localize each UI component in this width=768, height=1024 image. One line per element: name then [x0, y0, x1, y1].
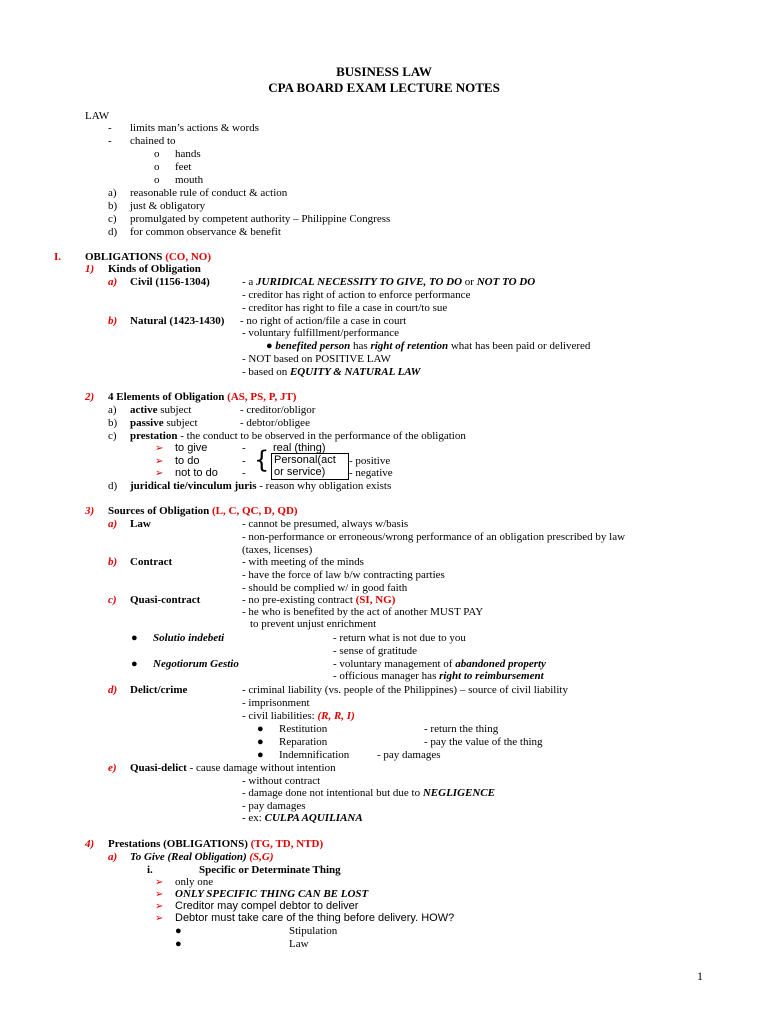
- source-point: - should be complied w/ in good faith: [242, 582, 408, 594]
- natural-point: - no right of action/file a case in court: [240, 315, 407, 327]
- natural-point: ● benefited person has right of retention what has been paid or delivered: [266, 340, 591, 352]
- subsection-number: 4): [85, 838, 95, 850]
- list-marker: b): [108, 417, 118, 429]
- section-number: I.: [54, 251, 62, 263]
- law-subitem: hands: [175, 148, 201, 160]
- list-marker: c): [108, 213, 117, 225]
- list-marker: a): [108, 518, 118, 530]
- source-point: - without contract: [242, 775, 321, 787]
- dot-bullet: ●: [257, 736, 264, 748]
- law-item: limits man’s actions & words: [130, 122, 259, 134]
- source-point: - ex: CULPA AQUILIANA: [242, 812, 363, 824]
- element-juridical-tie: juridical tie/vinculum juris - reason why obligation exists: [130, 480, 392, 492]
- law-point: promulgated by competent authority – Philippine Congress: [130, 213, 391, 225]
- quasi-contract-point: - voluntary management of abandoned property: [333, 658, 546, 670]
- dot-bullet: ●: [175, 925, 182, 937]
- prestation-character: - positive: [349, 455, 391, 467]
- subsection-number: 1): [85, 263, 95, 275]
- law-item: chained to: [130, 135, 176, 147]
- civil-point: - creditor has right of action to enforce performance: [242, 289, 471, 301]
- section-heading: OBLIGATIONS (CO, NO): [85, 251, 212, 263]
- list-marker: b): [108, 315, 118, 327]
- quasi-contract-kind: Negotiorum Gestio: [153, 658, 239, 670]
- prestation-type: to give: [175, 442, 208, 454]
- law-subitem: feet: [175, 161, 192, 173]
- source-label: Delict/crime: [130, 684, 188, 696]
- civil-liability: Reparation: [279, 736, 328, 748]
- dash-marker: -: [108, 122, 112, 134]
- source-point: - with meeting of the minds: [242, 556, 364, 568]
- natural-point: - NOT based on POSITIVE LAW: [242, 353, 391, 365]
- care-method: Law: [289, 938, 309, 950]
- source-point: - non-performance or erroneous/wrong performance of an obligation prescribed by law: [242, 531, 626, 543]
- source-point: - damage done not intentional but due to NEGLIGENCE: [242, 787, 495, 799]
- subsection-number: 3): [85, 505, 95, 517]
- dash-marker: -: [108, 135, 112, 147]
- subsection-heading: Sources of Obligation (L, C, QC, D, QD): [108, 505, 298, 517]
- element-passive: passive subject: [130, 417, 198, 429]
- arrow-bullet: ➢: [155, 889, 164, 900]
- list-marker: a): [108, 187, 117, 199]
- civil-point: - creditor has right to file a case in court/to sue: [242, 302, 448, 314]
- civil-liability-desc: - pay damages: [377, 749, 441, 761]
- subsection-heading: 4 Elements of Obligation (AS, PS, P, JT): [108, 391, 297, 403]
- source-point: to prevent unjust enrichment: [250, 618, 377, 630]
- prestation-subheading: Specific or Determinate Thing: [199, 864, 341, 876]
- arrow-bullet: ➢: [155, 443, 164, 454]
- prestation-character: - negative: [349, 467, 393, 479]
- law-point: reasonable rule of conduct & action: [130, 187, 288, 199]
- civil-liability-desc: - pay the value of the thing: [424, 736, 543, 748]
- source-label: Law: [130, 518, 151, 530]
- source-point: - cannot be presumed, always w/basis: [242, 518, 409, 530]
- source-label: Contract: [130, 556, 173, 568]
- list-marker: d): [108, 684, 118, 696]
- prestation-type: not to do: [175, 467, 218, 479]
- natural-point: - voluntary fulfillment/performance: [242, 327, 399, 339]
- law-subitem: mouth: [175, 174, 204, 186]
- dash-marker: -: [242, 455, 246, 467]
- arrow-bullet: ➢: [155, 901, 164, 912]
- dot-bullet: ●: [175, 938, 182, 950]
- list-marker: b): [108, 200, 118, 212]
- list-marker: a): [108, 276, 118, 288]
- source-point: - he who is benefited by the act of another MUST PAY: [242, 606, 484, 618]
- element-description: - debtor/obligee: [240, 417, 310, 429]
- list-marker: d): [108, 226, 118, 238]
- arrow-bullet: ➢: [155, 468, 164, 479]
- subsection-heading: Kinds of Obligation: [108, 263, 201, 275]
- source-point: - no pre-existing contract (SI, NG): [242, 594, 396, 606]
- list-marker: c): [108, 594, 117, 606]
- document-title: BUSINESS LAW: [336, 64, 432, 79]
- law-point: for common observance & benefit: [130, 226, 281, 238]
- element-description: - creditor/obligor: [240, 404, 316, 416]
- list-marker: c): [108, 430, 117, 442]
- brace-icon: {: [254, 446, 270, 474]
- source-point: - criminal liability (vs. people of the Philippines) – source of civil liability: [242, 684, 568, 696]
- source-label: Quasi-contract: [130, 594, 201, 606]
- circle-bullet: o: [154, 148, 160, 160]
- list-marker: a): [108, 851, 118, 863]
- dot-bullet: ●: [131, 632, 138, 644]
- specific-thing-point: Debtor must take care of the thing before delivery. HOW?: [175, 912, 455, 924]
- prestation-kind: real (thing): [273, 442, 326, 454]
- list-marker: b): [108, 556, 118, 568]
- arrow-bullet: ➢: [155, 456, 164, 467]
- prestation-heading: To Give (Real Obligation) (S,G): [130, 851, 274, 863]
- civil-liability-desc: - return the thing: [424, 723, 499, 735]
- subsection-heading: Prestations (OBLIGATIONS) (TG, TD, NTD): [108, 838, 324, 850]
- natural-point: - based on EQUITY & NATURAL LAW: [242, 366, 421, 378]
- subsection-number: 2): [85, 391, 95, 403]
- source-point: - have the force of law b/w contracting parties: [242, 569, 445, 581]
- natural-obligation-label: Natural (1423-1430): [130, 315, 225, 327]
- arrow-bullet: ➢: [155, 877, 164, 888]
- law-point: just & obligatory: [130, 200, 206, 212]
- list-marker: e): [108, 762, 117, 774]
- specific-thing-point: Creditor may compel debtor to deliver: [175, 900, 359, 912]
- source-point: - imprisonment: [242, 697, 310, 709]
- page-number: 1: [697, 969, 703, 983]
- civil-liability: Indemnification: [279, 749, 350, 761]
- list-marker: d): [108, 480, 118, 492]
- source-label: Quasi-delict - cause damage without intention: [130, 762, 336, 774]
- care-method: Stipulation: [289, 925, 338, 937]
- dot-bullet: ●: [131, 658, 138, 670]
- roman-marker: i.: [147, 864, 153, 876]
- element-prestation: prestation - the conduct to be observed in the performance of the obligation: [130, 430, 466, 442]
- civil-obligation-label: Civil (1156-1304): [130, 276, 210, 288]
- quasi-contract-point: - officious manager has right to reimbursement: [333, 670, 544, 682]
- arrow-bullet: ➢: [155, 913, 164, 924]
- law-heading: LAW: [85, 110, 110, 122]
- personal-obligation-box: Personal(act or service): [271, 453, 349, 480]
- specific-thing-point: only one: [175, 876, 214, 888]
- dash-marker: -: [242, 442, 246, 454]
- source-point: - pay damages: [242, 800, 306, 812]
- quasi-contract-kind: Solutio indebeti: [153, 632, 225, 644]
- specific-thing-point: ONLY SPECIFIC THING CAN BE LOST: [175, 888, 369, 900]
- quasi-contract-point: - return what is not due to you: [333, 632, 466, 644]
- circle-bullet: o: [154, 174, 160, 186]
- dot-bullet: ●: [257, 723, 264, 735]
- source-point: - civil liabilities: (R, R, I): [242, 710, 355, 722]
- list-marker: a): [108, 404, 117, 416]
- element-active: active subject: [130, 404, 192, 416]
- source-point: (taxes, licenses): [242, 544, 313, 556]
- dash-marker: -: [242, 467, 246, 479]
- civil-definition: - a JURIDICAL NECESSITY TO GIVE, TO DO or NOT TO DO: [242, 276, 536, 288]
- quasi-contract-point: - sense of gratitude: [333, 645, 417, 657]
- civil-liability: Restitution: [279, 723, 328, 735]
- circle-bullet: o: [154, 161, 160, 173]
- prestation-type: to do: [175, 455, 200, 467]
- document-subtitle: CPA BOARD EXAM LECTURE NOTES: [268, 80, 500, 95]
- dot-bullet: ●: [257, 749, 264, 761]
